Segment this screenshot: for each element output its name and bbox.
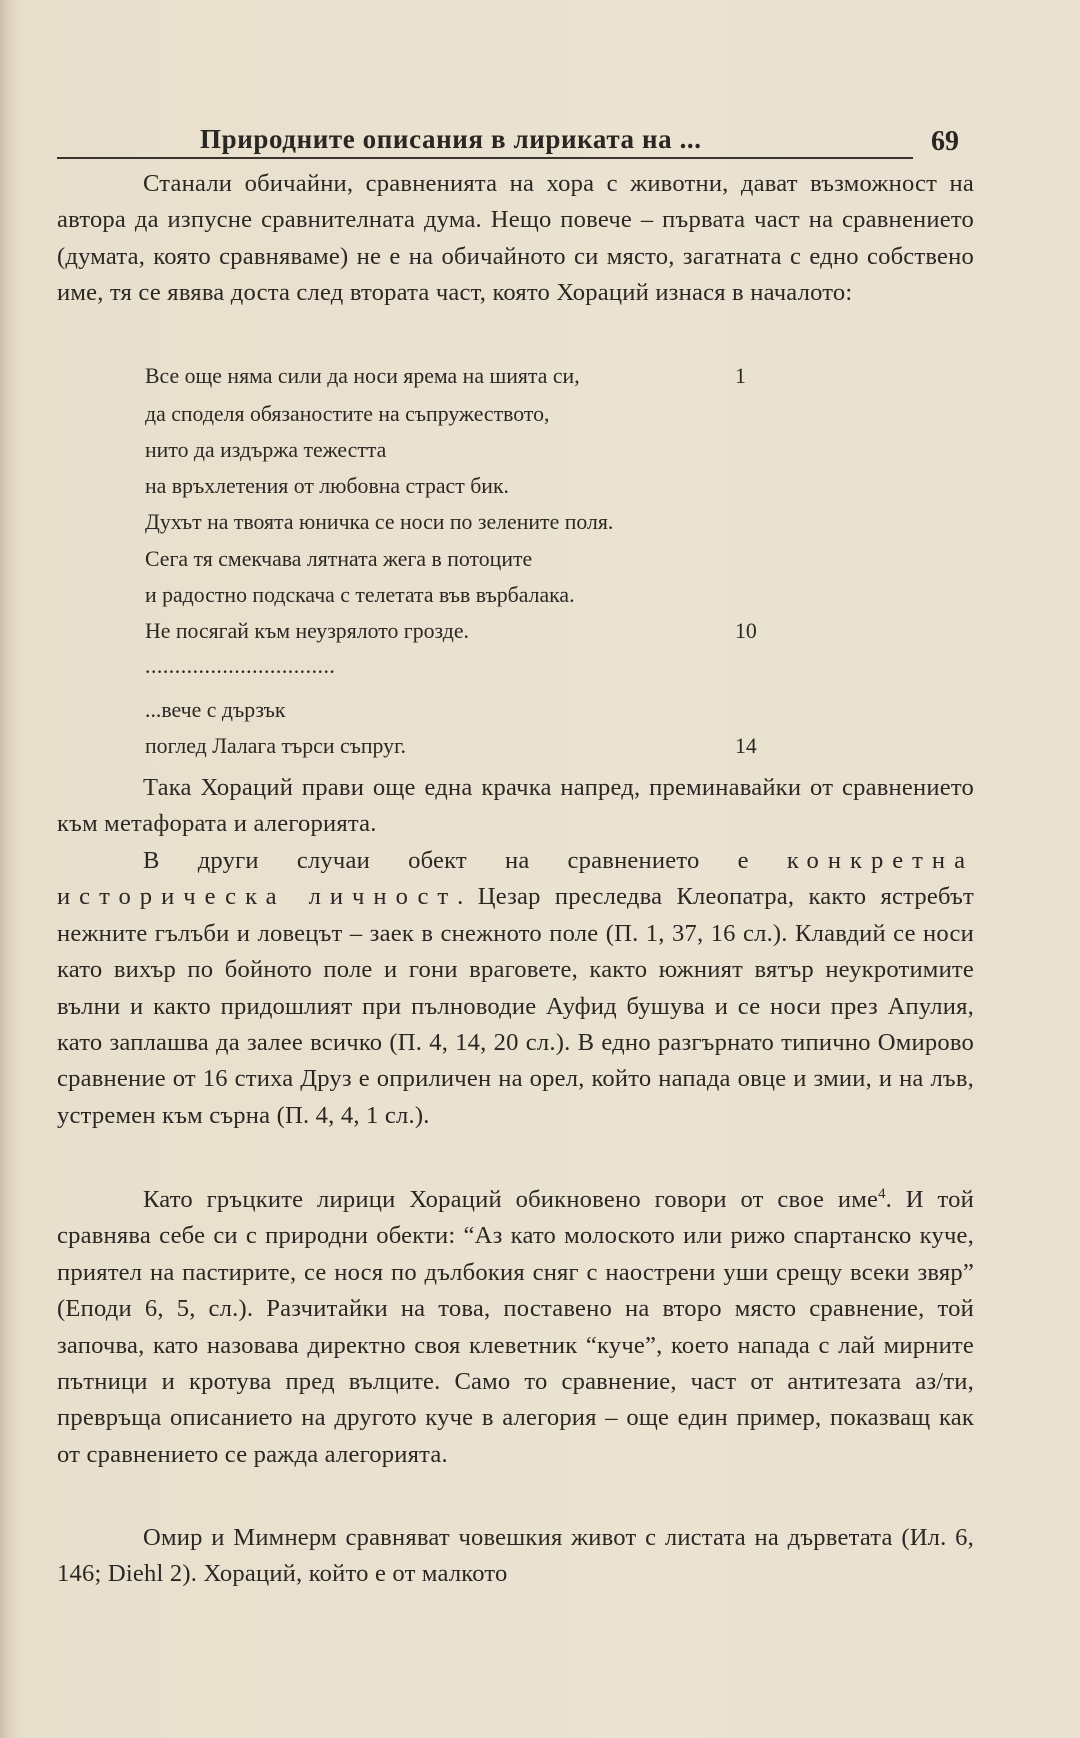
paragraph-3-start: В други случаи обект на сравнението е (143, 847, 787, 874)
emphasis-spaced: конкретна историческа личност (57, 847, 974, 911)
verse-line: Сега тя смекчава лятната жега в потоците (145, 547, 533, 571)
verse-line: Все още няма сили да носи ярема на шията си, (145, 364, 580, 388)
header-rule (57, 157, 913, 159)
verse-line: нито да издържа тежестта (145, 438, 387, 462)
verse-line: ...вече с дързък (145, 698, 286, 722)
footnote-marker: 4 (878, 1185, 886, 1202)
paragraph-3 (57, 843, 974, 1134)
paragraph-1: Станали обичайни, сравненията на хора с животни, дават възможност на автора да изпусне сравнителната дума. Нещо повече – първата част на сравнението (думата, която сравняваме) не е на обичайното си място, загатната с едно собствено име, тя се явява доста след втората част, която Хораций изнася в началото: (57, 170, 974, 307)
verse-line-number: 14 (735, 734, 757, 758)
page-header (57, 116, 974, 160)
verse-line: поглед Лалага търси съпруг. (145, 734, 406, 758)
paragraph-2: Така Хораций прави още една крачка напред, преминавайки от сравнението към метафората и алегорията. (57, 774, 974, 838)
page-number: 69 (931, 126, 959, 157)
verse-line: на връхлетения от любовна страст бик. (145, 474, 510, 498)
verse-line: Не посягай към неузрялото грозде. (145, 619, 469, 643)
paragraph-3-rest: . Цезар преследва Клеопатра, както ястребът нежните гълъби и ловецът – заек в снежното поле (П. 1, 37, 16 сл.). Клавдий се носи като вихър по бойното поле и гони враговете, както южният вятър неукротимите вълни и както придошлият при пълноводие Ауфид бушува и се носи през Апулия, като заплашва да залее всичко (П. 4, 14, 20 сл.). В едно разгърнато типично Омирово сравнение от 16 стиха Друз е оприличен на орел, който напада овце и змии, и на лъв, устремен към сърна (П. 4, 4, 1 сл.). (57, 883, 974, 1129)
verse-line-number: 10 (735, 619, 757, 643)
paragraph-5: Омир и Мимнерм сравняват човешкия живот с листата на дърветата (Ил. 6, 146; Diehl 2). Хораций, който е от малкото (57, 1524, 974, 1588)
verse-line: да споделя обязаностите на съпружеството, (145, 402, 550, 426)
paragraph-4-rest: . И той сравнява себе си с природни обекти: “Аз като молоското или рижо спартанско куче, приятел на пастирите, се нося по дълбокия сняг с наострени уши срещу всеки звяр” (Еподи 6, 5, сл.). Разчитайки на това, поставено на второ място сравнение, той започва, като назовава директно своя клеветник “куче”, което напада с лай мирните пътници и кротува пред вълците. Само то сравнение, част от антитезата аз/ти, превръща описанието на другото куче в алегория – още един пример, показващ как от сравнението се ражда алегорията. (57, 1186, 974, 1468)
verse-line: Духът на твоята юничка се носи по зелените поля. (145, 510, 614, 534)
verse-line: и радостно подскача с телетата във върбалака. (145, 583, 575, 607)
running-title: Природните описания в лириката на ... (200, 124, 702, 154)
verse-ellipsis: ................................ (145, 654, 336, 678)
paragraph-4-start: Като гръцките лирици Хораций обикновено говори от свое име (143, 1186, 879, 1213)
verse-line-number: 1 (735, 364, 746, 388)
paragraph-4 (57, 1182, 974, 1473)
